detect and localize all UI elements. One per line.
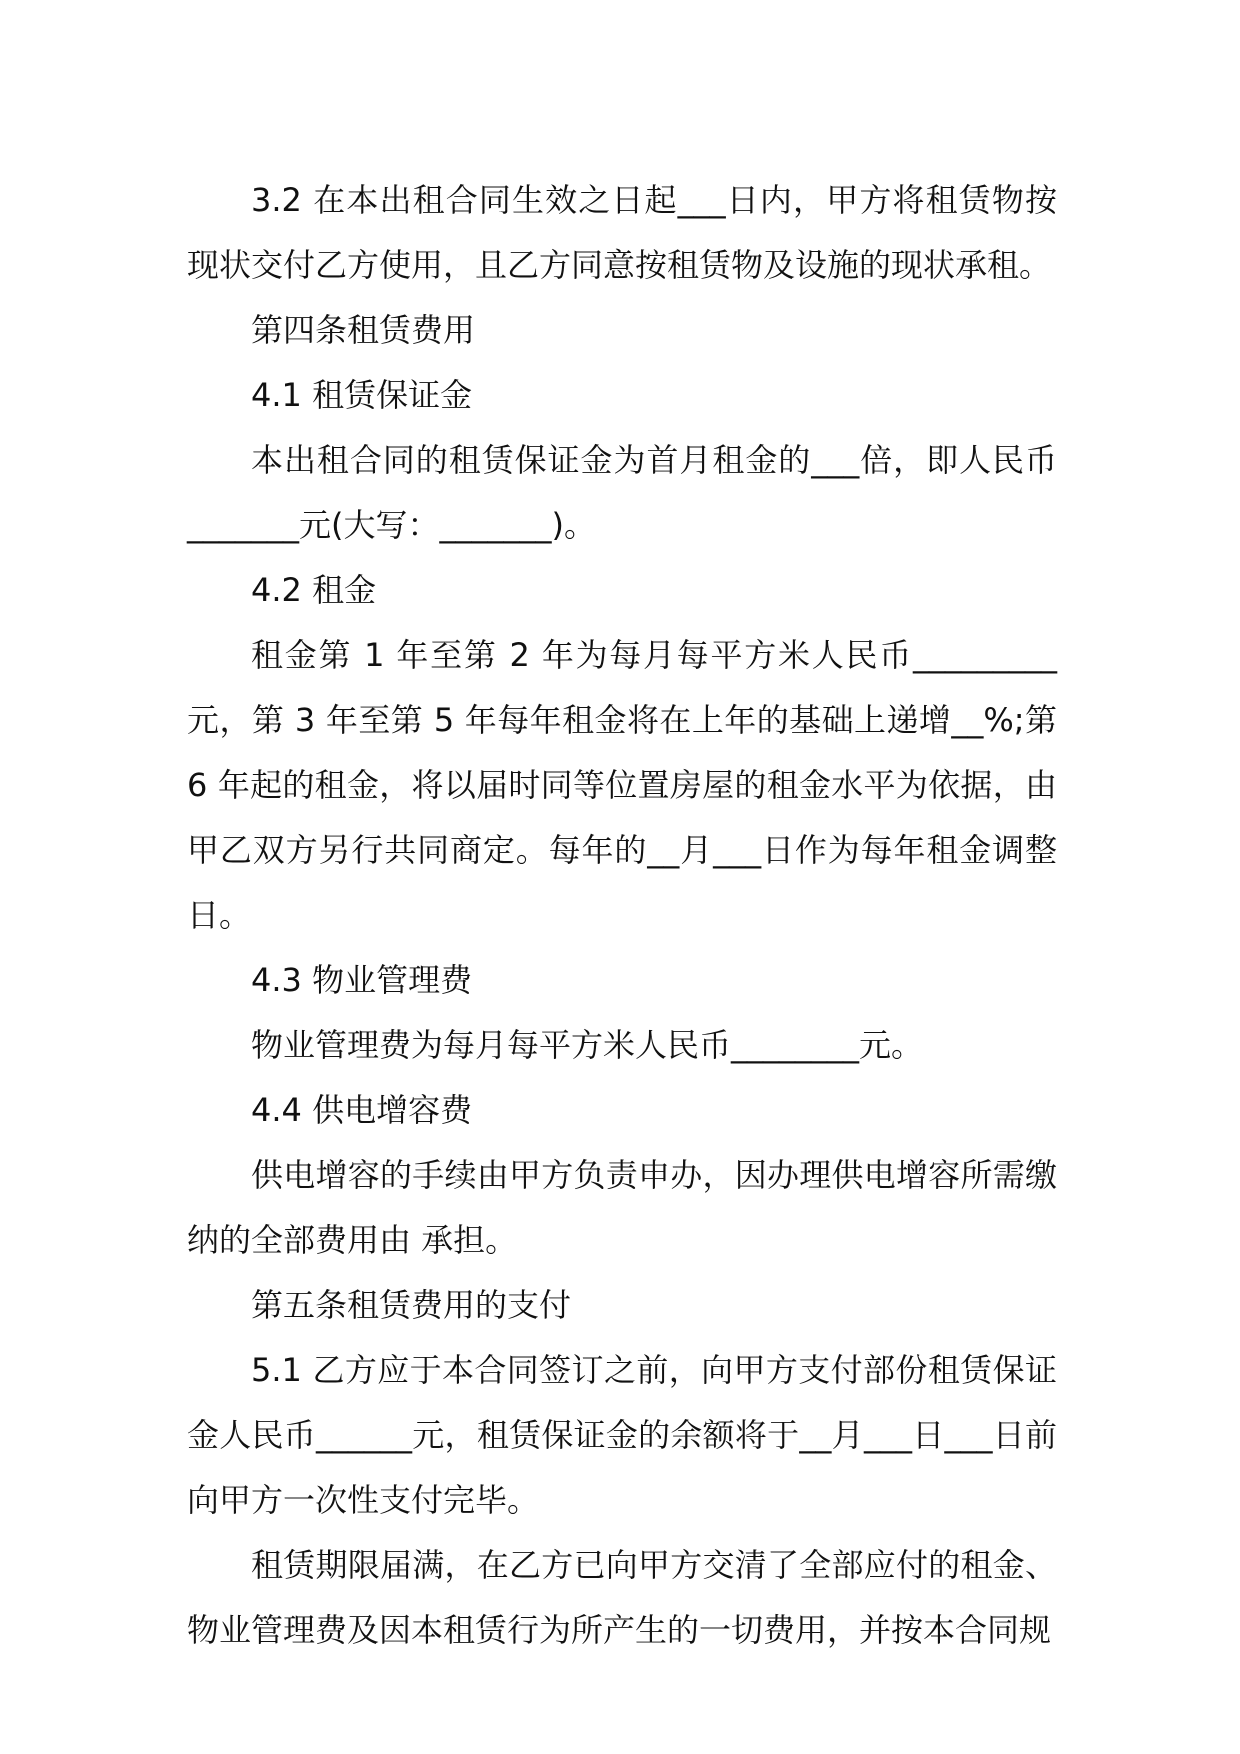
heading-article-5: 第五条租赁费用的支付 [251, 1286, 572, 1324]
heading-4-3: 4.3 物业管理费 [251, 961, 473, 999]
paragraph-deposit: 本出租合同的租赁保证金为首月租金的___倍，即人民币_______元(大写：_______)。 [187, 441, 1057, 544]
document-body [187, 168, 1057, 1663]
paragraph-rent: 租金第 1 年至第 2 年为每月每平方米人民币_________元，第 3 年至第 5 年每年租金将在上年的基础上递增__%;第 6 年起的租金，将以届时同等位置房屋的租金水平为依据，由甲乙双方另行共同商定。每年的__月___日作为每年租金调整日。 [187, 636, 1057, 934]
paragraph-property-fee: 物业管理费为每月每平方米人民币________元。 [251, 1026, 924, 1064]
heading-4-4: 4.4 供电增容费 [251, 1091, 473, 1129]
heading-4-1: 4.1 租赁保证金 [251, 376, 473, 414]
heading-article-4: 第四条租赁费用 [251, 311, 476, 349]
paragraph-3-2: 3.2 在本出租合同生效之日起___日内，甲方将租赁物按现状交付乙方使用，且乙方同意按租赁物及设施的现状承租。 [187, 181, 1057, 284]
paragraph-term-expiry: 租赁期限届满，在乙方已向甲方交清了全部应付的租金、物业管理费及因本租赁行为所产生的一切费用，并按本合同规 [187, 1546, 1057, 1649]
paragraph-5-1: 5.1 乙方应于本合同签订之前，向甲方支付部份租赁保证金人民币______元，租赁保证金的余额将于__月___日___日前向甲方一次性支付完毕。 [187, 1351, 1057, 1519]
heading-4-2: 4.2 租金 [251, 571, 377, 609]
paragraph-power-fee: 供电增容的手续由甲方负责申办，因办理供电增容所需缴纳的全部费用由 承担。 [187, 1156, 1057, 1259]
